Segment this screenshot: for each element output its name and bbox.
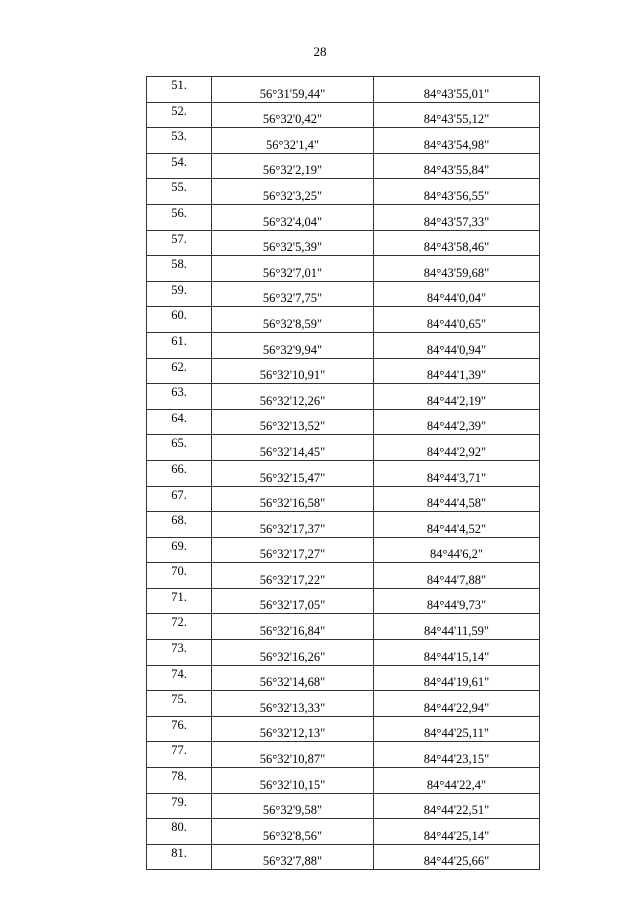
point-number-cell: 59. [147,281,212,307]
latitude-cell: 56°32'16,26" [212,640,374,666]
table-row [147,77,540,103]
longitude-cell: 84°43'59,68" [374,256,540,282]
latitude-cell: 56°32'12,13" [212,716,374,742]
table-row [147,102,540,128]
longitude-cell: 84°43'55,84" [374,153,540,179]
table-row [147,384,540,410]
latitude-cell: 56°32'7,01" [212,256,374,282]
longitude-cell: 84°44'2,39" [374,409,540,435]
table-row [147,640,540,666]
latitude-cell: 56°32'9,58" [212,793,374,819]
table-row [147,435,540,461]
longitude-cell: 84°44'25,66" [374,844,540,870]
point-number-cell: 65. [147,435,212,461]
latitude-cell: 56°32'9,94" [212,332,374,358]
longitude-cell: 84°44'6,2" [374,537,540,563]
latitude-cell: 56°32'4,04" [212,204,374,230]
latitude-cell: 56°32'1,4" [212,128,374,154]
table-row [147,460,540,486]
point-number-cell: 66. [147,460,212,486]
longitude-cell: 84°44'15,14" [374,640,540,666]
latitude-cell: 56°32'14,45" [212,435,374,461]
point-number-cell: 61. [147,332,212,358]
latitude-cell: 56°32'7,75" [212,281,374,307]
latitude-cell: 56°32'12,26" [212,384,374,410]
latitude-cell: 56°32'2,19" [212,153,374,179]
point-number-cell: 56. [147,204,212,230]
longitude-cell: 84°44'19,61" [374,665,540,691]
longitude-cell: 84°44'25,11" [374,716,540,742]
latitude-cell: 56°32'17,27" [212,537,374,563]
longitude-cell: 84°44'22,51" [374,793,540,819]
table-row [147,793,540,819]
longitude-cell: 84°44'9,73" [374,588,540,614]
longitude-cell: 84°44'0,04" [374,281,540,307]
longitude-cell: 84°44'7,88" [374,563,540,589]
table-row [147,307,540,333]
latitude-cell: 56°32'10,87" [212,742,374,768]
point-number-cell: 78. [147,768,212,794]
point-number-cell: 55. [147,179,212,205]
table-row [147,691,540,717]
latitude-cell: 56°32'17,05" [212,588,374,614]
table-row [147,716,540,742]
longitude-cell: 84°43'58,46" [374,230,540,256]
longitude-cell: 84°44'4,58" [374,486,540,512]
table-row [147,256,540,282]
longitude-cell: 84°44'3,71" [374,460,540,486]
point-number-cell: 67. [147,486,212,512]
point-number-cell: 71. [147,588,212,614]
latitude-cell: 56°32'15,47" [212,460,374,486]
point-number-cell: 75. [147,691,212,717]
longitude-cell: 84°44'22,4" [374,768,540,794]
point-number-cell: 52. [147,102,212,128]
latitude-cell: 56°32'10,91" [212,358,374,384]
longitude-cell: 84°43'56,55" [374,179,540,205]
point-number-cell: 72. [147,614,212,640]
table-row [147,153,540,179]
latitude-cell: 56°32'16,84" [212,614,374,640]
latitude-cell: 56°32'10,15" [212,768,374,794]
longitude-cell: 84°44'4,52" [374,512,540,538]
point-number-cell: 81. [147,844,212,870]
latitude-cell: 56°32'16,58" [212,486,374,512]
longitude-cell: 84°43'54,98" [374,128,540,154]
table-row [147,358,540,384]
point-number-cell: 80. [147,819,212,845]
latitude-cell: 56°32'14,68" [212,665,374,691]
point-number-cell: 63. [147,384,212,410]
table-row [147,128,540,154]
coordinates-table-body [147,77,540,870]
table-row [147,588,540,614]
point-number-cell: 73. [147,640,212,666]
table-row [147,486,540,512]
latitude-cell: 56°32'5,39" [212,230,374,256]
table-row [147,614,540,640]
longitude-cell: 84°44'11,59" [374,614,540,640]
table-row [147,819,540,845]
longitude-cell: 84°44'0,94" [374,332,540,358]
longitude-cell: 84°43'57,33" [374,204,540,230]
longitude-cell: 84°44'22,94" [374,691,540,717]
latitude-cell: 56°31'59,44" [212,77,374,103]
table-row [147,512,540,538]
point-number-cell: 51. [147,77,212,103]
longitude-cell: 84°44'25,14" [374,819,540,845]
latitude-cell: 56°32'3,25" [212,179,374,205]
point-number-cell: 70. [147,563,212,589]
point-number-cell: 58. [147,256,212,282]
latitude-cell: 56°32'0,42" [212,102,374,128]
page-number: 28 [313,44,327,59]
table-row [147,332,540,358]
coordinates-table [146,76,540,870]
latitude-cell: 56°32'17,22" [212,563,374,589]
point-number-cell: 68. [147,512,212,538]
latitude-cell: 56°32'8,56" [212,819,374,845]
table-row [147,844,540,870]
table-row [147,179,540,205]
point-number-cell: 62. [147,358,212,384]
table-row [147,537,540,563]
longitude-cell: 84°44'0,65" [374,307,540,333]
table-row [147,230,540,256]
point-number-cell: 79. [147,793,212,819]
point-number-cell: 74. [147,665,212,691]
latitude-cell: 56°32'8,59" [212,307,374,333]
latitude-cell: 56°32'13,52" [212,409,374,435]
point-number-cell: 77. [147,742,212,768]
longitude-cell: 84°44'1,39" [374,358,540,384]
table-row [147,768,540,794]
latitude-cell: 56°32'13,33" [212,691,374,717]
point-number-cell: 54. [147,153,212,179]
point-number-cell: 76. [147,716,212,742]
table-row [147,742,540,768]
point-number-cell: 53. [147,128,212,154]
longitude-cell: 84°44'2,92" [374,435,540,461]
point-number-cell: 57. [147,230,212,256]
longitude-cell: 84°44'2,19" [374,384,540,410]
point-number-cell: 64. [147,409,212,435]
longitude-cell: 84°43'55,12" [374,102,540,128]
longitude-cell: 84°43'55,01" [374,77,540,103]
longitude-cell: 84°44'23,15" [374,742,540,768]
table-row [147,281,540,307]
table-row [147,204,540,230]
latitude-cell: 56°32'7,88" [212,844,374,870]
latitude-cell: 56°32'17,37" [212,512,374,538]
table-row [147,665,540,691]
table-row [147,409,540,435]
point-number-cell: 69. [147,537,212,563]
point-number-cell: 60. [147,307,212,333]
table-row [147,563,540,589]
